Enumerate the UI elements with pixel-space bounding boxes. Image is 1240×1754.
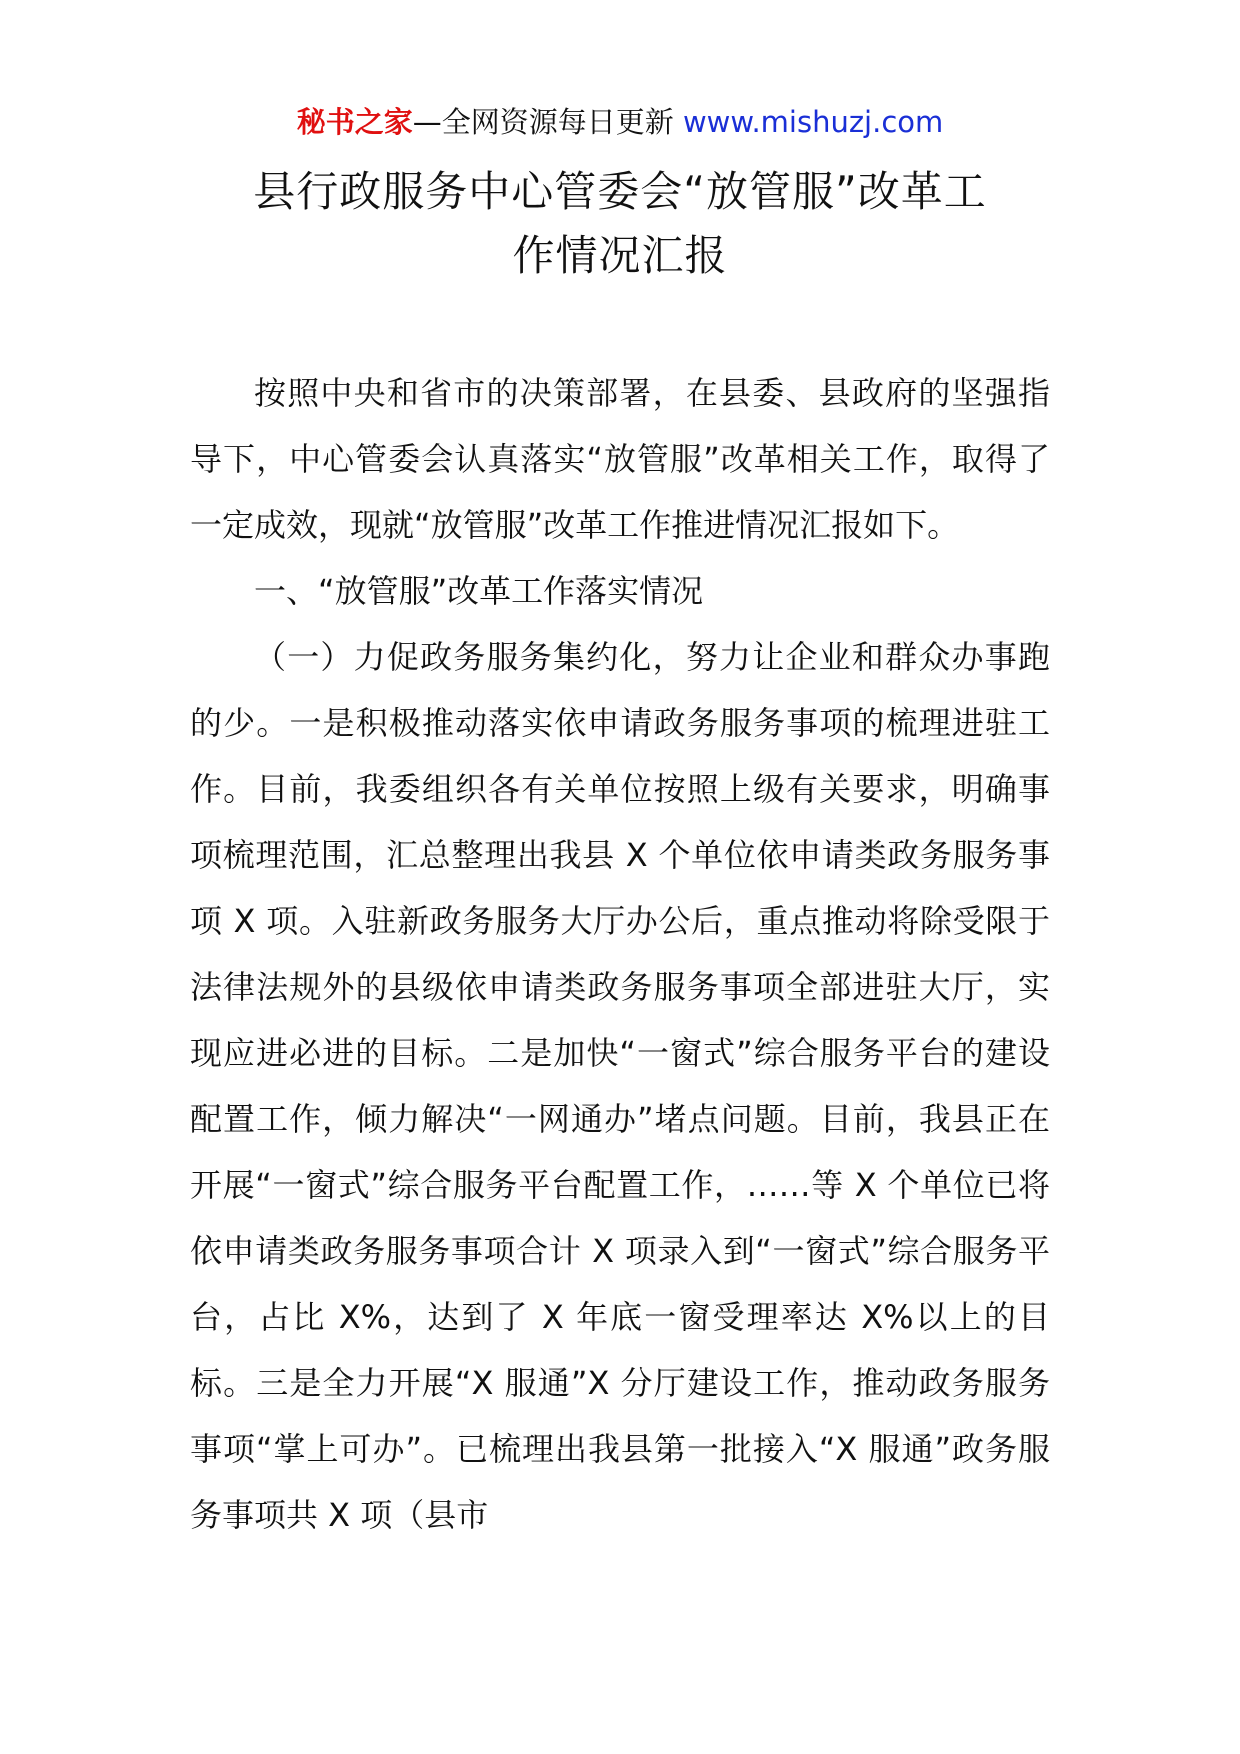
intro-paragraph: 按照中央和省市的决策部署，在县委、县政府的坚强指导下，中心管委会认真落实“放管服”改革相关工作，取得了一定成效，现就“放管服”改革工作推进情况汇报如下。 xyxy=(190,374,1050,544)
title-line-1: 县行政服务中心管委会“放管服”改革工 xyxy=(253,167,987,216)
document-body xyxy=(190,360,1050,1548)
site-header xyxy=(0,100,1240,144)
title-line-2: 作情况汇报 xyxy=(512,231,728,280)
brand-name: 秘书之家 xyxy=(296,105,413,139)
header-tagline: —全网资源每日更新 xyxy=(412,105,683,139)
document-title xyxy=(170,160,1070,288)
body-paragraph: （一）力促政务服务集约化，努力让企业和群众办事跑的少。一是积极推动落实依申请政务服务事项的梳理进驻工作。目前，我委组织各有关单位按照上级有关要求，明确事项梳理范围，汇总整理出我县 X 个单位依申请类政务服务事项 X 项。入驻新政务服务大厅办公后，重点推动将除受限于法律法规外的县级依申请类政务服务事项全部进驻大厅，实现应进必进的目标。二是加快“一窗式”综合服务平台的建设配置工作，倾力解决“一网通办”堵点问题。目前，我县正在开展“一窗式”综合服务平台配置工作，……等 X 个单位已将依申请类政务服务事项合计 X 项录入到“一窗式”综合服务平台，占比 X%，达到了 X 年底一窗受理率达 X%以上的目标。三是全力开展“X 服通”X 分厅建设工作，推动政务服务事项“掌上可办”。已梳理出我县第一批接入“X 服通”政务服务事项共 X 项（县市 xyxy=(190,638,1050,1534)
site-url-link[interactable]: www.mishuzj.com xyxy=(682,105,944,139)
section-heading: 一、“放管服”改革工作落实情况 xyxy=(254,572,704,610)
